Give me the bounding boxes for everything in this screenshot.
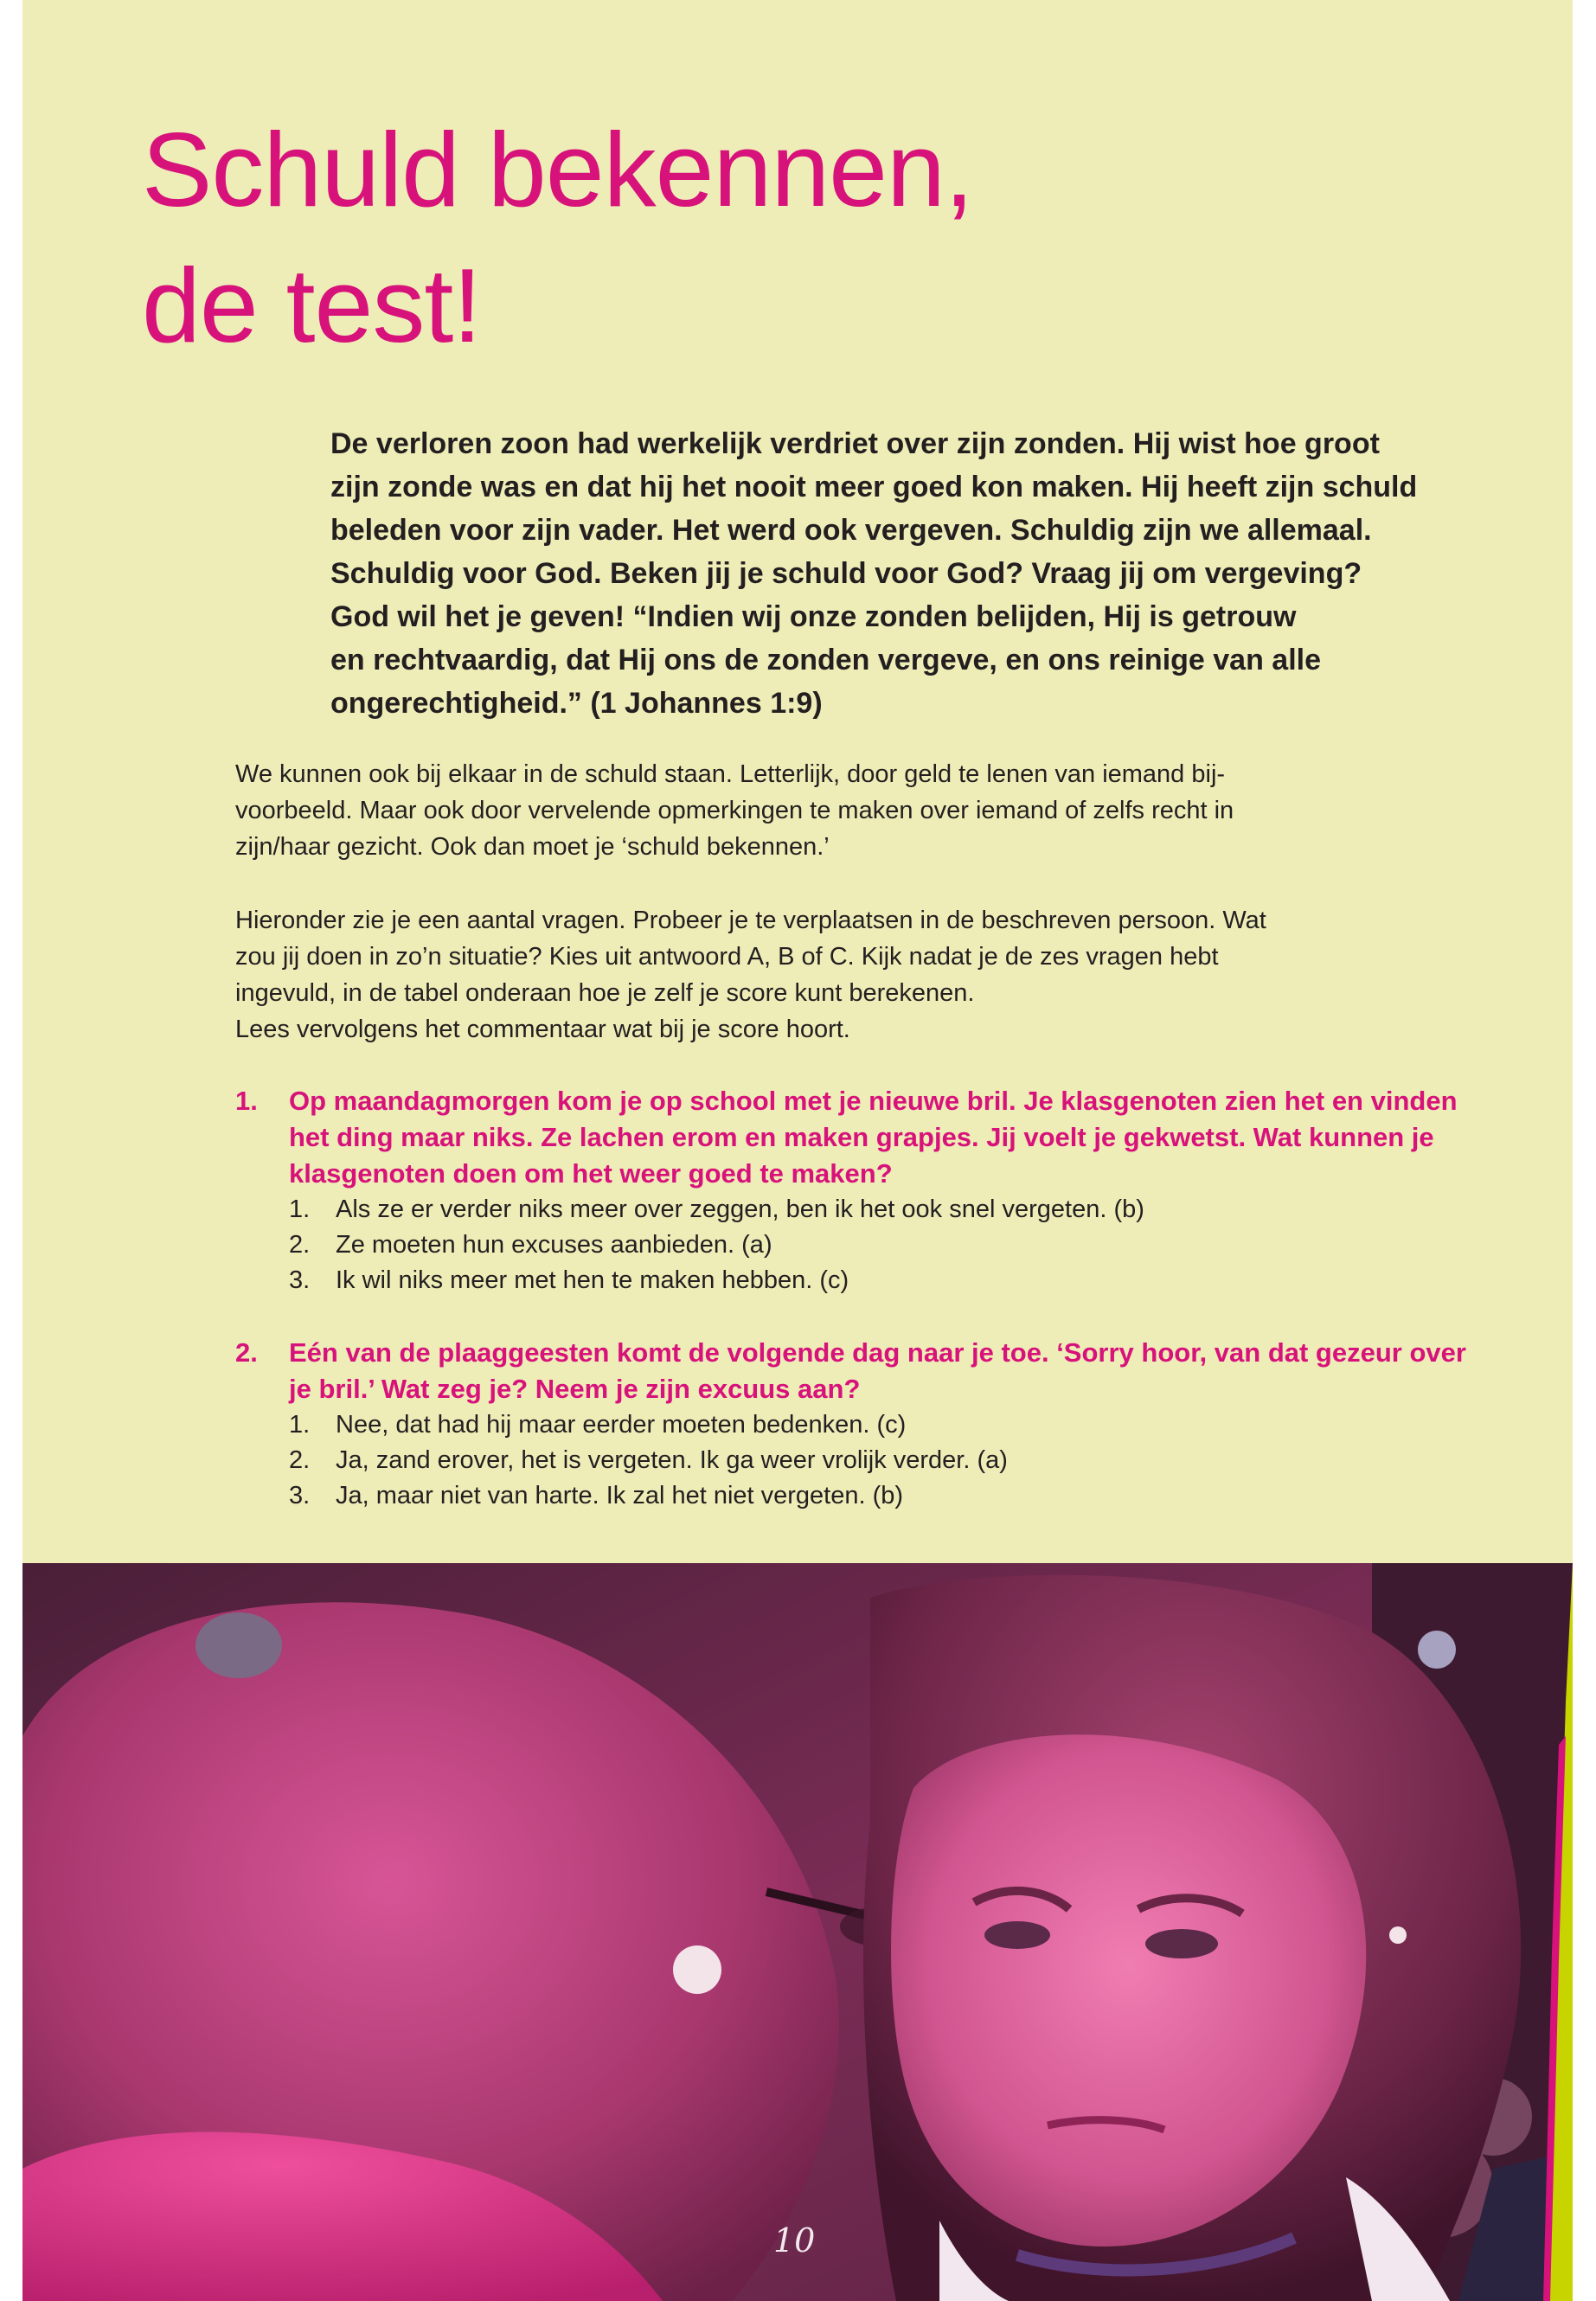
intro-line: zijn zonde was en dat hij het nooit meer goed kon maken. Hij heeft zijn schuld xyxy=(330,471,1418,503)
intro-line: en rechtvaardig, dat Hij ons de zonden vergeve, en ons reinige van alle xyxy=(330,644,1322,676)
question-text xyxy=(289,1083,1458,1192)
question-text xyxy=(289,1335,1466,1407)
answer-option xyxy=(289,1478,1008,1514)
intro-line: Schuldig voor God. Beken jij je schuld voor God? Vraag jij om vergeving? xyxy=(330,557,1362,590)
option-text: Ze moeten hun excuses aanbieden. (a) xyxy=(336,1231,772,1259)
option-number: 2. xyxy=(289,1231,311,1259)
option-number: 2. xyxy=(289,1446,311,1474)
option-text: Ja, maar niet van harte. Ik zal het niet vergeten. (b) xyxy=(336,1482,904,1509)
page-number: 10 xyxy=(773,2221,816,2259)
answer-option xyxy=(289,1407,1008,1443)
body-paragraph-1 xyxy=(235,756,1481,865)
option-text: Ja, zand erover, het is vergeten. Ik ga weer vrolijk verder. (a) xyxy=(336,1446,1008,1474)
option-number: 1. xyxy=(289,1195,311,1223)
title-line-2: de test! xyxy=(142,247,482,364)
intro-line: De verloren zoon had werkelijk verdriet over zijn zonden. Hij wist hoe groot xyxy=(330,427,1380,460)
option-number: 3. xyxy=(289,1266,311,1294)
body-line: zou jij doen in zo’n situatie? Kies uit antwoord A, B of C. Kijk nadat je de zes vragen hebt xyxy=(235,943,1219,971)
title-line-1: Schuld bekennen, xyxy=(142,111,973,228)
lime-border-decoration xyxy=(1503,1563,1573,2301)
option-text: Als ze er verder niks meer over zeggen, ben ik het ook snel vergeten. (b) xyxy=(336,1195,1144,1223)
body-line: Lees vervolgens het commentaar wat bij je score hoort. xyxy=(235,1016,850,1043)
answer-options xyxy=(289,1407,1008,1514)
question-line: Eén van de plaaggeesten komt de volgende dag naar je toe. ‘Sorry hoor, van dat gezeur over xyxy=(289,1337,1466,1368)
body-paragraph-2 xyxy=(235,902,1481,1048)
intro-line: ongerechtigheid.” (1 Johannes 1:9) xyxy=(330,687,823,720)
question-line: Op maandagmorgen kom je op school met je nieuwe bril. Je klasgenoten zien het en vinden xyxy=(289,1086,1458,1116)
answer-option xyxy=(289,1443,1008,1478)
answer-options xyxy=(289,1192,1144,1298)
photo-illustration xyxy=(22,1563,1573,2301)
answer-option xyxy=(289,1227,1144,1263)
body-line: voorbeeld. Maar ook door vervelende opmerkingen te maken over iemand of zelfs recht in xyxy=(235,797,1234,824)
intro-line: beleden voor zijn vader. Het werd ook vergeven. Schuldig zijn we allemaal. xyxy=(330,514,1372,547)
answer-option xyxy=(289,1192,1144,1227)
question-line: klasgenoten doen om het weer goed te maken? xyxy=(289,1158,893,1189)
option-text: Nee, dat had hij maar eerder moeten bedenken. (c) xyxy=(336,1411,907,1439)
intro-line: God wil het je geven! “Indien wij onze zonden belijden, Hij is getrouw xyxy=(330,600,1297,633)
body-line: zijn/haar gezicht. Ook dan moet je ‘schuld bekennen.’ xyxy=(235,833,830,861)
question-number: 2. xyxy=(235,1337,258,1368)
photo-two-girls xyxy=(22,1563,1573,2301)
option-number: 3. xyxy=(289,1482,311,1509)
page xyxy=(22,0,1573,2301)
intro-paragraph xyxy=(330,422,1524,725)
body-line: Hieronder zie je een aantal vragen. Probeer je te verplaatsen in de beschreven persoon. Wat xyxy=(235,907,1266,934)
question-line: je bril.’ Wat zeg je? Neem je zijn excuus aan? xyxy=(289,1374,861,1404)
question-line: het ding maar niks. Ze lachen erom en maken grapjes. Jij voelt je gekwetst. Wat kunnen je xyxy=(289,1122,1434,1152)
answer-option xyxy=(289,1263,1144,1298)
body-line: ingevuld, in de tabel onderaan hoe je zelf je score kunt berekenen. xyxy=(235,979,975,1007)
page-title xyxy=(142,102,973,374)
option-text: Ik wil niks meer met hen te maken hebben. (c) xyxy=(336,1266,849,1294)
question-number: 1. xyxy=(235,1086,258,1116)
body-line: We kunnen ook bij elkaar in de schuld staan. Letterlijk, door geld te lenen van iemand bij- xyxy=(235,760,1226,788)
option-number: 1. xyxy=(289,1411,311,1439)
